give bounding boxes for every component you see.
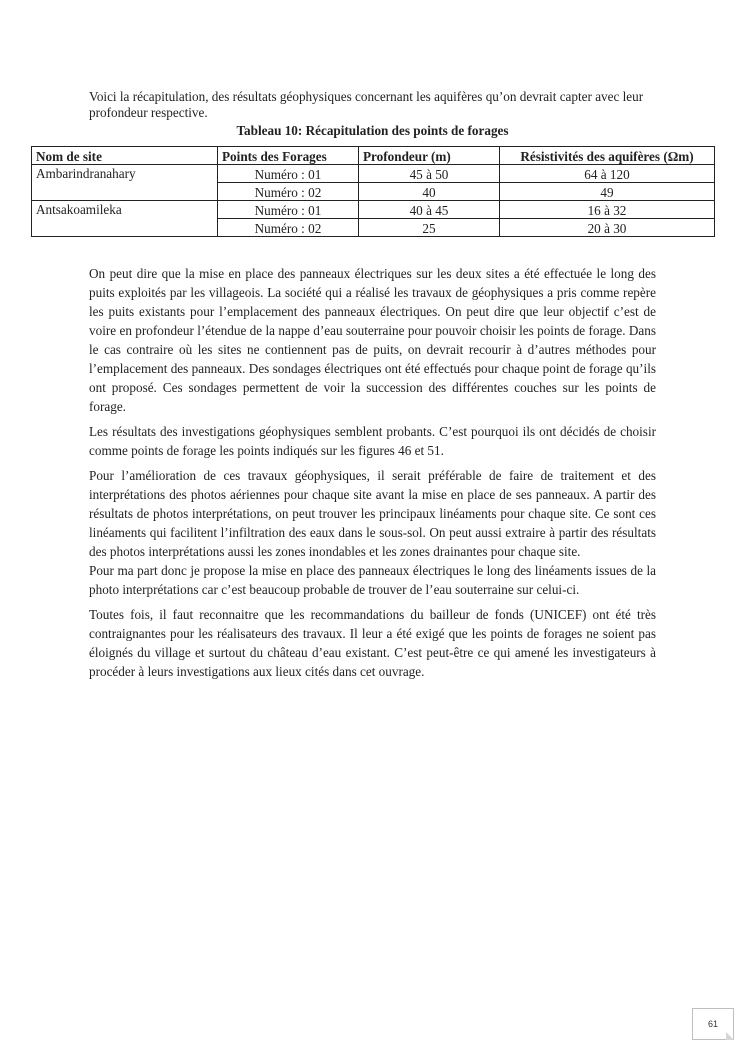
table-header-row <box>32 147 715 165</box>
site-name-cell: Ambarindranahary <box>32 165 218 201</box>
header-depth: Profondeur (m) <box>359 147 500 165</box>
depth-cell: 40 <box>359 183 500 201</box>
drilling-point-cell: Numéro : 02 <box>218 183 359 201</box>
body-paragraph: Les résultats des investigations géophysiques semblent probants. C’est pourquoi ils ont décidés de choisir comme points de forage les points indiqués sur les figures 46 et 51. <box>89 424 656 458</box>
intro-paragraph: Voici la récapitulation, des résultats géophysiques concernant les aquifères qu’on devrait capter avec leur profondeur respective. <box>89 89 644 120</box>
drilling-point-cell: Numéro : 01 <box>218 165 359 183</box>
drilling-point-cell: Numéro : 01 <box>218 201 359 219</box>
resistivity-cell: 16 à 32 <box>500 201 715 219</box>
body-paragraph: Pour l’amélioration de ces travaux géophysiques, il serait préférable de faire de traitement et des interprétations des photos aériennes pour chaque site avant la mise en place de ses panneaux. A partir des résultats de photos interprétations, on peut trouver les principaux linéaments pour chaque site. Ce sont ces linéaments qui facilitent l’infiltration des eaux dans le sous-sol. On peut aussi extraire à partir des résultats des photos interprétations aussi les zones inondables et les zones drainantes pour chaque site. <box>89 468 656 559</box>
header-resistivity: Résistivités des aquifères (Ωm) <box>500 147 715 165</box>
page-number-box <box>692 1008 734 1040</box>
table-caption: Tableau 10: Récapitulation des points de forages <box>236 123 509 138</box>
depth-cell: 40 à 45 <box>359 201 500 219</box>
drilling-points-table <box>31 146 715 237</box>
resistivity-cell: 20 à 30 <box>500 219 715 237</box>
body-paragraph: Pour ma part donc je propose la mise en place des panneaux électriques le long des linéaments issues de la photo interprétations car c’est beaucoup probable de trouver de l’eau souterraine sur celui-ci. <box>89 563 656 597</box>
page-curl-decoration <box>726 1032 734 1040</box>
body-paragraph: Toutes fois, il faut reconnaitre que les recommandations du bailleur de fonds (UNICEF) ont été très contraignantes pour les réalisateurs des travaux. Il leur a été exigé que les points de forages ne soient pas éloignés du village et surtout du château d’eau existant. C’est peut-être ce qui amené les investigateurs à procéder à leurs investigations aux lieux cités dans cet ouvrage. <box>89 607 656 679</box>
header-drilling-points: Points des Forages <box>218 147 359 165</box>
page-number: 61 <box>707 1019 718 1029</box>
resistivity-cell: 64 à 120 <box>500 165 715 183</box>
table-row <box>32 201 715 219</box>
body-paragraph: On peut dire que la mise en place des panneaux électriques sur les deux sites a été effectuée le long des puits exploités par les villageois. La société qui a réalisé les travaux de géophysiques a pris comme repère les puits existants pour l’emplacement des panneaux électriques. On peut dire que leur objectif c’est de voire en profondeur l’étendue de la nappe d’eau souterraine pour pouvoir choisir les points de forage. Dans le cas contraire où les sites ne contiennent pas de puits, on devrait recourir à d’autres méthodes pour l’emplacement des panneaux. Des sondages électriques ont été effectués pour chaque point de forage qu’ils ont proposé. Ces sondages permettent de voir la succession des différentes couches sur les points de forage. <box>89 266 656 414</box>
header-site-name: Nom de site <box>32 147 218 165</box>
drilling-point-cell: Numéro : 02 <box>218 219 359 237</box>
resistivity-cell: 49 <box>500 183 715 201</box>
body-text <box>89 264 656 687</box>
depth-cell: 25 <box>359 219 500 237</box>
site-name-cell: Antsakoamileka <box>32 201 218 237</box>
depth-cell: 45 à 50 <box>359 165 500 183</box>
table-row <box>32 165 715 183</box>
